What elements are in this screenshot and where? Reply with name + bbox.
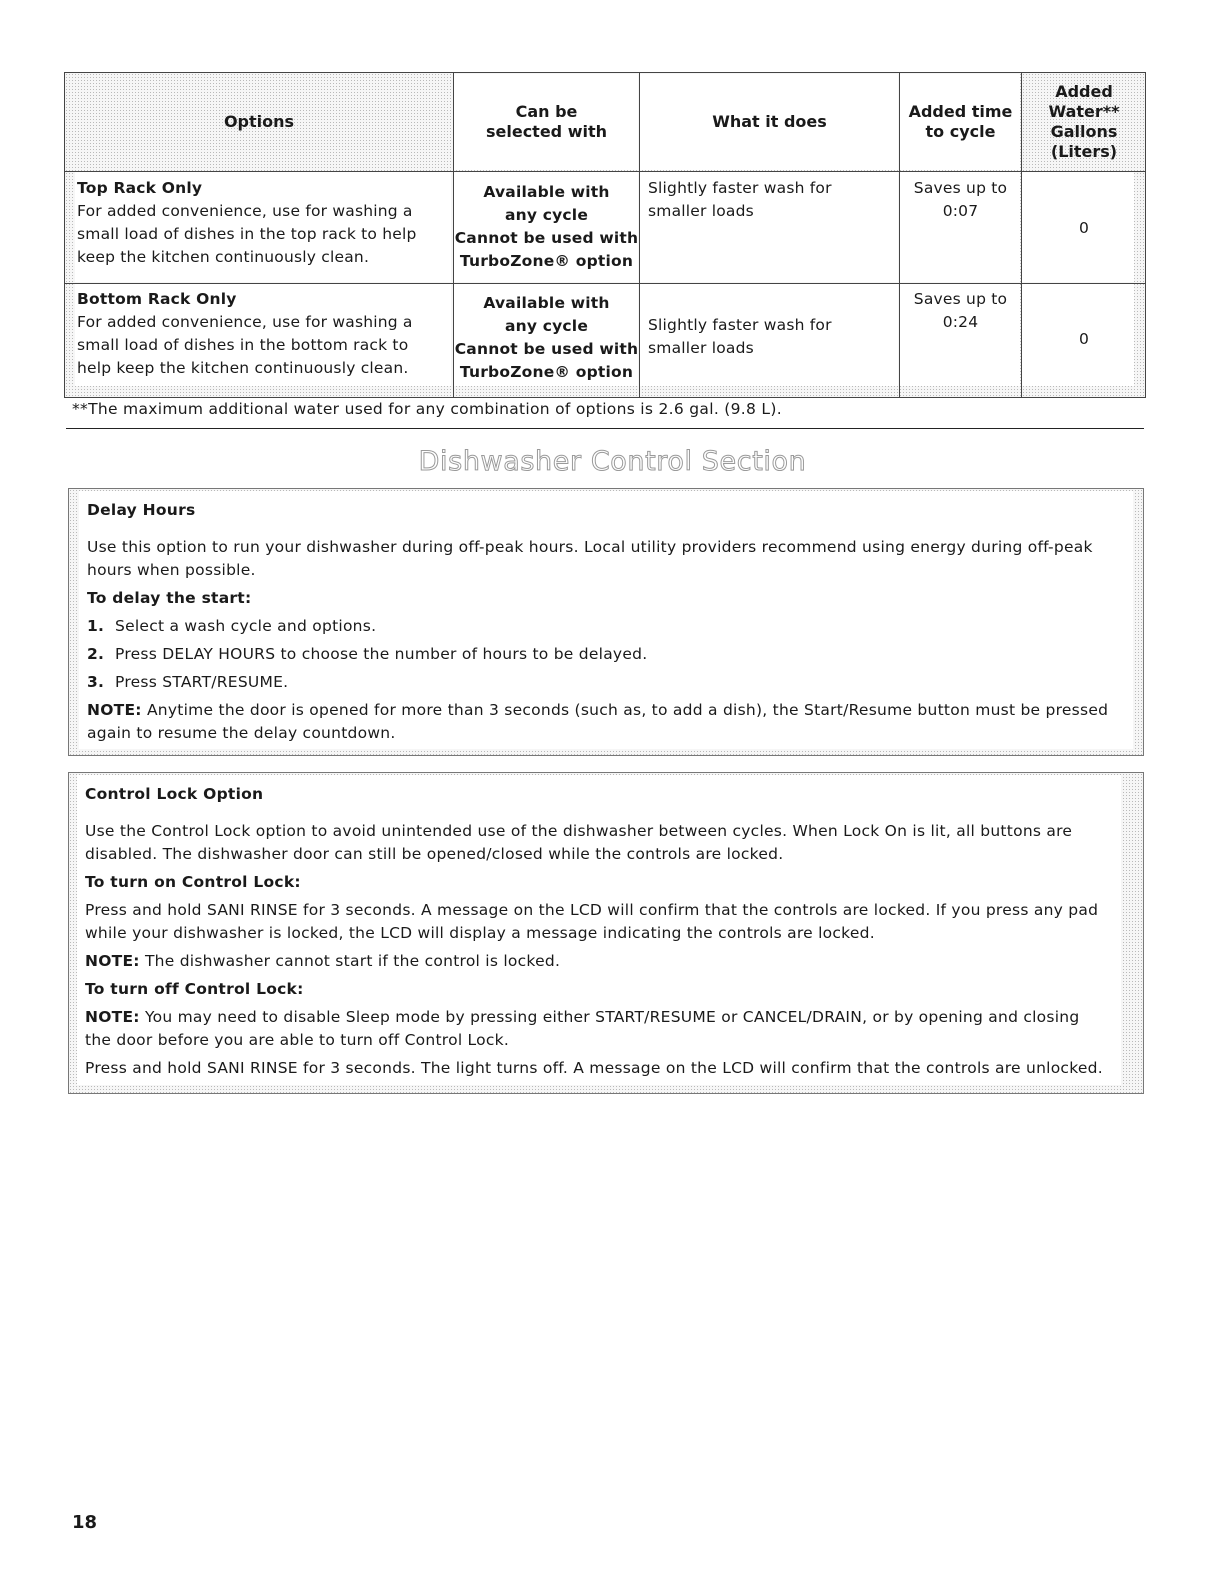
option-description: For added convenience, use for washing a small load of dishes in the bottom rack to help keep the kitchen continuously clean.: [77, 313, 413, 377]
added-water-cell: 0: [1078, 330, 1090, 348]
added-time-cell: Saves up to 0:07: [913, 179, 1008, 220]
added-water-cell: 0: [1078, 219, 1090, 237]
list-item: 3. Press START/RESUME.: [87, 673, 289, 691]
lock-off-note: NOTE: You may need to disable Sleep mode by pressing either START/RESUME or CANCEL/DRAIN, or by opening and closing the door before you are able to turn off Control Lock.: [85, 1008, 1080, 1049]
options-table: [64, 72, 1146, 398]
control-lock-title: Control Lock Option: [85, 785, 264, 803]
table-row: [77, 288, 449, 380]
what-it-does-cell: Slightly faster wash for smaller loads: [648, 316, 832, 357]
list-item: 2. Press DELAY HOURS to choose the number of hours to be delayed.: [87, 645, 648, 663]
lock-on-text: Press and hold SANI RINSE for 3 seconds. A message on the LCD will confirm that the controls are locked. If you press any pad while your dishwasher is locked, the LCD will display a message indicating the controls are locked.: [85, 901, 1099, 942]
list-item: 1. Select a wash cycle and options.: [87, 617, 377, 635]
divider: [66, 428, 1144, 429]
selected-with-cell: Available with any cycle Cannot be used with TurboZone® option: [454, 183, 639, 270]
option-description: For added convenience, use for washing a small load of dishes in the top rack to help keep the kitchen continuously clean.: [77, 202, 417, 266]
lock-off-subhead: To turn off Control Lock:: [85, 980, 304, 998]
what-it-does-cell: Slightly faster wash for smaller loads: [648, 179, 832, 220]
selected-with-cell: Available with any cycle Cannot be used with TurboZone® option: [454, 294, 639, 381]
lock-off-text: Press and hold SANI RINSE for 3 seconds. The light turns off. A message on the LCD will confirm that the controls are unlocked.: [85, 1059, 1103, 1077]
control-lock-intro: Use the Control Lock option to avoid unintended use of the dishwasher between cycles. When Lock On is lit, all buttons are disabled. The dishwasher door can still be opened/closed while the controls are locked.: [85, 822, 1073, 863]
option-title: Bottom Rack Only: [77, 290, 237, 308]
header-added-time: Added time to cycle: [908, 102, 1013, 141]
lock-on-subhead: To turn on Control Lock:: [85, 873, 301, 891]
section-title: Dishwasher Control Section: [418, 446, 807, 477]
delay-hours-box: [68, 488, 1144, 756]
option-title: Top Rack Only: [77, 179, 203, 197]
delay-hours-intro: Use this option to run your dishwasher during off-peak hours. Local utility providers recommend using energy during off-peak hours when possible.: [87, 538, 1093, 579]
table-footnote: **The maximum additional water used for any combination of options is 2.6 gal. (9.8 L).: [72, 400, 782, 418]
added-time-cell: Saves up to 0:24: [913, 290, 1008, 331]
table-row: [77, 177, 449, 269]
page-number: 18: [72, 1512, 98, 1533]
control-lock-box: [68, 772, 1144, 1094]
delay-hours-title: Delay Hours: [87, 501, 196, 519]
lock-note: NOTE: The dishwasher cannot start if the control is locked.: [85, 952, 561, 970]
header-options: Options: [223, 112, 295, 131]
header-selected-with: Can be selected with: [485, 102, 608, 141]
delay-note: NOTE: Anytime the door is opened for more than 3 seconds (such as, to add a dish), the Start/Resume button must be pressed again to resume the delay countdown.: [87, 701, 1109, 742]
header-added-water: Added Water** Gallons (Liters): [1048, 82, 1120, 161]
header-what-it-does: What it does: [712, 112, 827, 131]
delay-subhead: To delay the start:: [87, 589, 252, 607]
